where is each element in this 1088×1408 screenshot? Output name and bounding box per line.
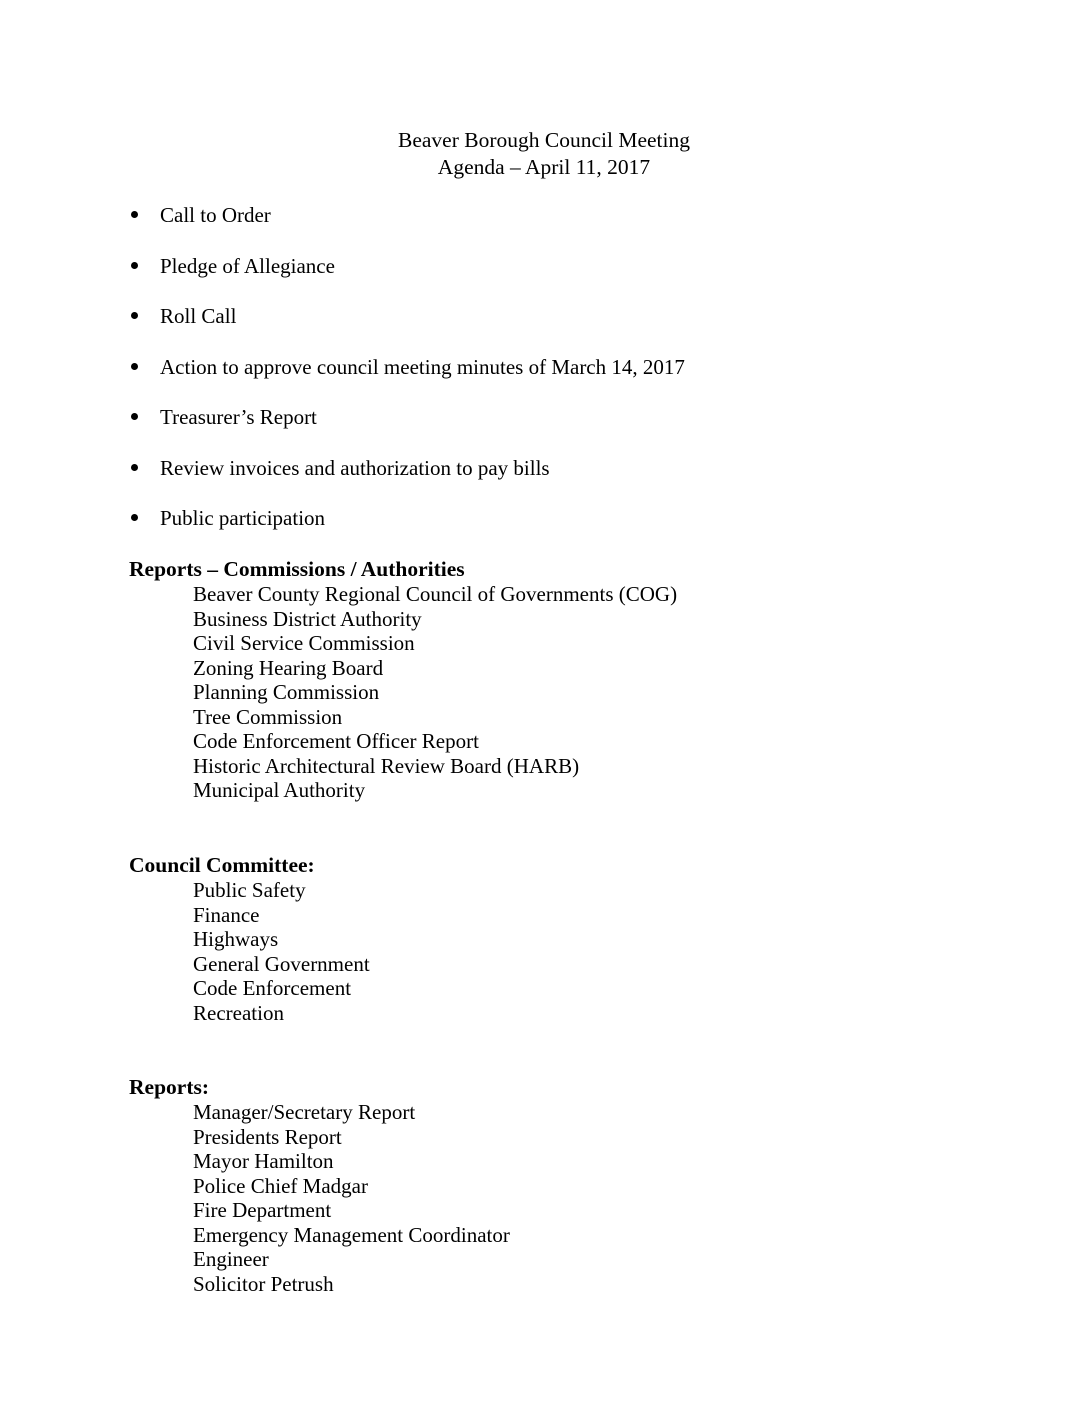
section-item: Zoning Hearing Board — [193, 655, 384, 680]
section-item-list — [129, 1100, 979, 1296]
section-item: General Government — [193, 951, 370, 976]
section-item: Planning Commission — [193, 680, 380, 704]
section-item: Historic Architectural Review Board (HARB) — [193, 753, 580, 778]
section-item: Recreation — [193, 1000, 284, 1025]
section-item-list — [129, 582, 979, 803]
section-item: Municipal Authority — [193, 778, 366, 802]
agenda-item: Review invoices and authorization to pay bills — [130, 455, 950, 481]
agenda-item: Public participation — [130, 505, 950, 531]
section-item: Code Enforcement Officer Report — [193, 729, 479, 753]
section-item: Code Enforcement — [193, 976, 352, 1000]
agenda-item: Pledge of Allegiance — [130, 253, 950, 279]
section-item: Presidents Report — [193, 1124, 342, 1149]
section-item: Tree Commission — [193, 704, 343, 729]
section-item: Beaver County Regional Council of Governments (COG) — [193, 582, 678, 606]
agenda-item: Roll Call — [130, 303, 950, 329]
section-item: Solicitor Petrush — [193, 1271, 334, 1296]
section-heading: Reports – Commissions / Authorities — [129, 557, 465, 581]
title-line-2: Agenda – April 11, 2017 — [437, 155, 651, 179]
section-heading: Reports: — [129, 1075, 210, 1099]
agenda-item: Treasurer’s Report — [130, 404, 950, 430]
section-item: Fire Department — [193, 1198, 332, 1222]
section-council-committee — [129, 852, 979, 1025]
agenda-bullet-list — [130, 202, 950, 556]
section-item-list — [129, 878, 979, 1025]
document-title — [0, 127, 1088, 181]
section-item: Mayor Hamilton — [193, 1149, 334, 1173]
section-item: Emergency Management Coordinator — [193, 1222, 510, 1247]
section-item: Highways — [193, 927, 279, 951]
section-item: Civil Service Commission — [193, 631, 415, 655]
section-item: Police Chief Madgar — [193, 1173, 368, 1198]
title-line-1: Beaver Borough Council Meeting — [398, 128, 690, 152]
agenda-item: Action to approve council meeting minutes of March 14, 2017 — [130, 354, 950, 380]
section-item: Engineer — [193, 1247, 269, 1271]
section-item: Finance — [193, 902, 260, 927]
section-reports-commissions-authorities — [129, 556, 979, 803]
section-heading: Council Committee: — [129, 853, 315, 877]
section-item: Manager/Secretary Report — [193, 1100, 416, 1124]
section-item: Public Safety — [193, 878, 306, 902]
agenda-item: Call to Order — [130, 202, 950, 228]
section-reports — [129, 1074, 979, 1296]
section-item: Business District Authority — [193, 606, 422, 631]
